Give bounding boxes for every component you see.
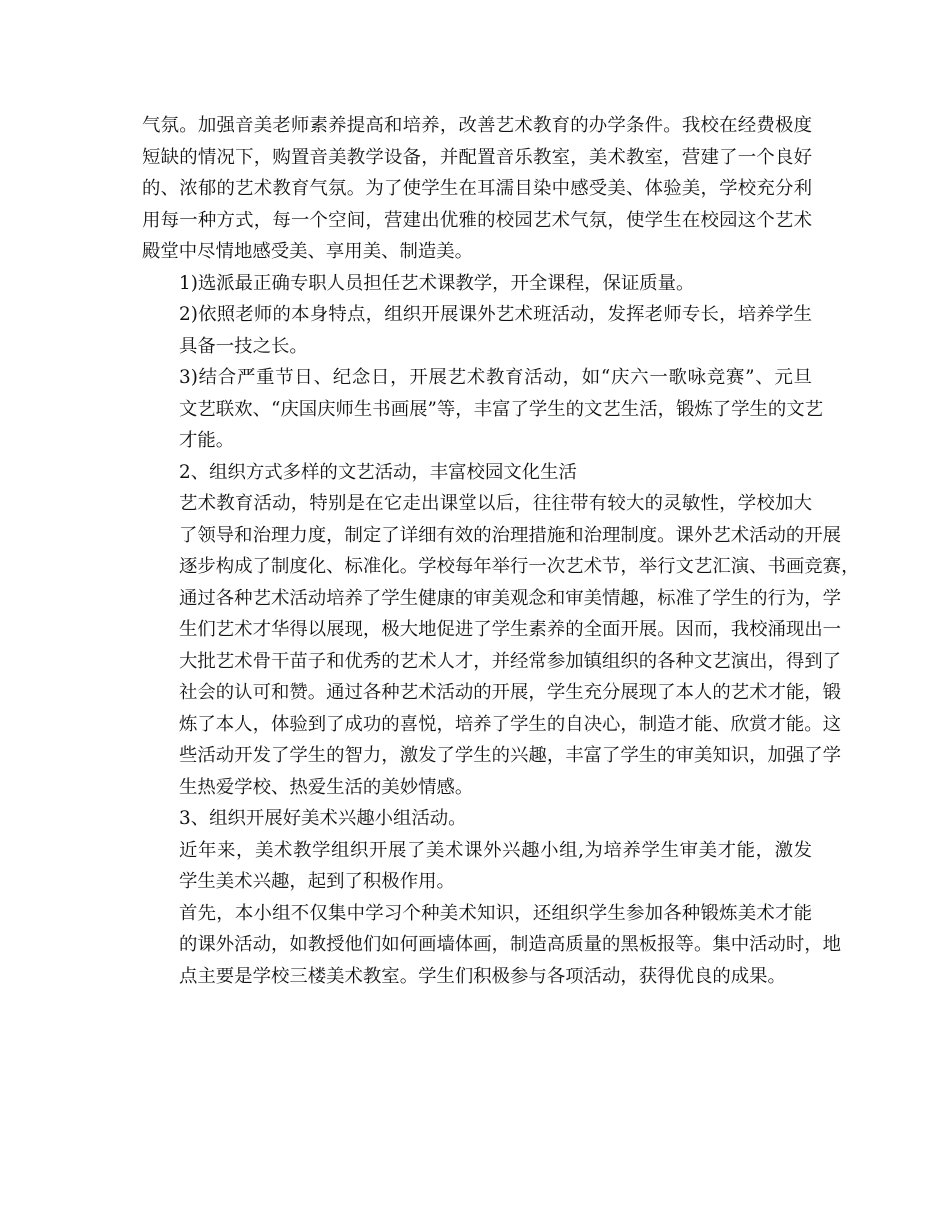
text-line: 通过各种艺术活动培养了学生健康的审美观念和审美情趣，标准了学生的行为，学 [179, 587, 842, 609]
text-line: 生们艺术才华得以展现，极大地促进了学生素养的全面开展。因而，我校涌现出一 [179, 619, 842, 640]
text-line: 大批艺术骨干苗子和优秀的艺术人才，并经常参加镇组织的各种文艺演出，得到了 [179, 650, 842, 672]
paragraph [142, 268, 812, 300]
paragraph [142, 488, 860, 803]
text-line: 用每一种方式，每一个空间，营建出优雅的校园艺术气氛，使学生在校园这个艺术 [142, 209, 812, 231]
text-line: 气氛。加强音美老师素养提高和培养，改善艺术教育的办学条件。我校在经费极度 [142, 115, 812, 136]
text-line: 艺术教育活动，特别是在它走出课堂以后，往往带有较大的灵敏性，学校加大 [179, 493, 812, 514]
paragraph [142, 898, 842, 993]
text-line: 逐步构成了制度化、标准化。学校每年举行一次艺术节，举行文艺汇演、书画竞赛， [179, 556, 860, 577]
text-line: 2、组织方式多样的文艺活动，丰富校园文化生活 [179, 461, 577, 483]
text-line: 3、组织开展好美术兴趣小组活动。 [179, 808, 467, 829]
paragraph [142, 835, 812, 898]
document-body [142, 110, 860, 992]
paragraph [142, 362, 824, 457]
text-line: 近年来，美术教学组织开展了美术课外兴趣小组,为培养学生审美才能，激发 [179, 839, 812, 861]
text-line: 的课外活动，如教授他们如何画墙体画，制造高质量的黑板报等。集中活动时，地 [179, 934, 842, 955]
text-line: 1)选派最正确专职人员担任艺术课教学，开全课程，保证质量。 [179, 272, 695, 294]
text-line: 殿堂中尽情地感受美、享用美、制造美。 [142, 241, 474, 262]
text-line: 具备一技之长。 [179, 335, 308, 357]
paragraph [142, 457, 812, 489]
text-line: 首先，本小组不仅集中学习个种美术知识，还组织学生参加各种锻炼美术才能 [179, 902, 812, 924]
text-line: 文艺联欢、“庆国庆师生书画展”等，丰富了学生的文艺生活，锻炼了学生的文艺 [179, 398, 824, 420]
text-line: 炼了本人，体验到了成功的喜悦，培养了学生的自决心，制造才能、欣赏才能。这 [179, 713, 842, 735]
text-line: 点主要是学校三楼美术教室。学生们积极参与各项活动，获得优良的成果。 [179, 965, 786, 987]
text-line: 生热爱学校、热爱生活的美妙情感。 [179, 776, 474, 798]
paragraph [142, 110, 812, 268]
paragraph [142, 299, 812, 362]
text-line: 才能。 [179, 430, 235, 451]
text-line: 的、浓郁的艺术教育气氛。为了使学生在耳濡目染中感受美、体验美，学校充分利 [142, 178, 812, 199]
text-line: 学生美术兴趣，起到了积极作用。 [179, 871, 455, 892]
text-line: 3)结合严重节日、纪念日，开展艺术教育活动，如“庆六一歌咏竞赛”、元旦 [179, 367, 812, 388]
text-line: 2)依照老师的本身特点，组织开展课外艺术班活动，发挥老师专长，培养学生 [179, 304, 812, 325]
text-line: 了领导和治理力度，制定了详细有效的治理措施和治理制度。课外艺术活动的开展 [179, 524, 842, 546]
text-line: 些活动开发了学生的智力，激发了学生的兴趣，丰富了学生的审美知识，加强了学 [179, 745, 842, 766]
paragraph [142, 803, 812, 835]
text-line: 社会的认可和赞。通过各种艺术活动的开展，学生充分展现了本人的艺术才能，锻 [179, 682, 842, 703]
text-line: 短缺的情况下，购置音美教学设备，并配置音乐教室，美术教室，营建了一个良好 [142, 146, 812, 168]
